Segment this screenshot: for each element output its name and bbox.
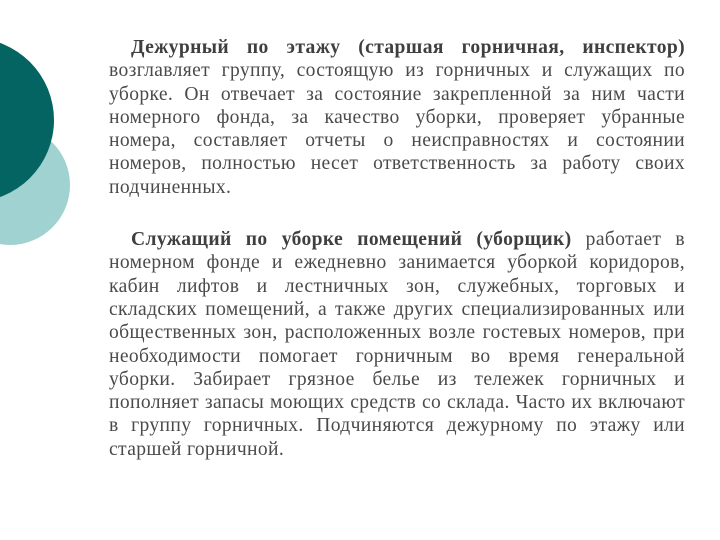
paragraph-body: работает в номерном фонде и ежедневно занимается уборкой коридоров, кабин лифтов и лестничных зон, служебных, торговых и складских помещений, а также других специализированных или общественных зон, расположенных возле гостевых номеров, при необходимости помогает горничным во время генеральной уборки. Забирает грязное белье из тележек горничных и пополняет запасы моющих средств со склада. Часто их включают в группу горничных. Подчиняются дежурному по этажу или старшей горничной. [109, 229, 685, 460]
term-floor-attendant: Дежурный по этажу (старшая горничная, инспектор) [131, 37, 685, 58]
paragraph-body: возглавляет группу, состоящую из горничных и служащих по уборке. Он отвечает за состояние закрепленной за ним части номерного фонда, за качество уборки, проверяет убранные номера, составляет отчеты о неисправностях и состоянии номеров, полностью несет ответственность за работу своих подчиненных. [109, 60, 685, 198]
paragraph-floor-attendant [109, 36, 685, 199]
slide-decoration [0, 0, 100, 300]
document-text [109, 36, 685, 461]
paragraph-cleaner [109, 228, 685, 461]
term-cleaner: Служащий по уборке помещений (уборщик) [131, 229, 572, 251]
